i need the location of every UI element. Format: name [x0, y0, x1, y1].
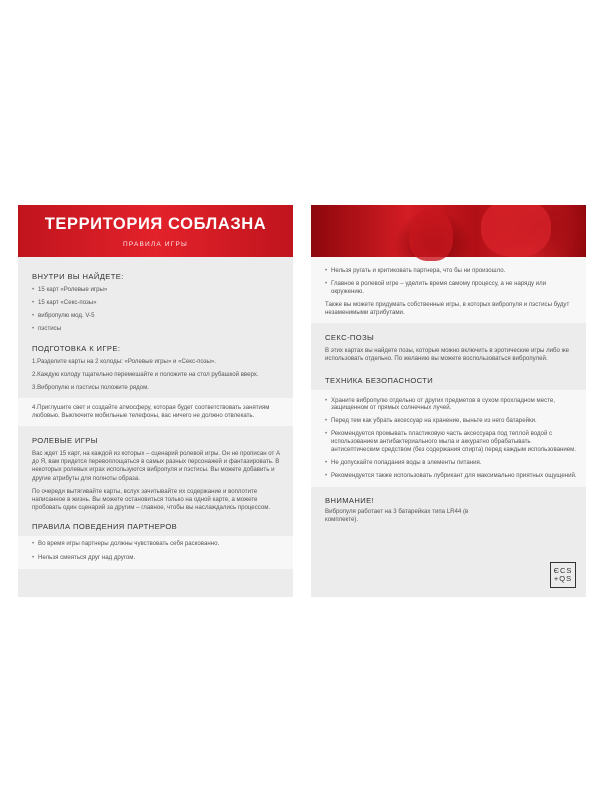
roleplay-section	[18, 436, 293, 512]
list-item: • Рекомендуется промывать пластиковую часть аксессуара под теплой водой с использованием антибактериального мыла и аккуратно обрабатывать антисептическим средством (без содержания спирта) перед каждым использованием.	[325, 430, 577, 453]
poses-heading: СЕКС-ПОЗЫ	[325, 333, 375, 343]
rules-note: Также вы можете придумать собственные игры, в которых вибропуля и пэстисы будут незаменимыми атрибутами.	[325, 300, 570, 316]
rules-section	[18, 522, 293, 531]
safety-list	[325, 397, 577, 480]
page-header	[18, 205, 293, 257]
list-item: • Перед тем как убрать аксессуар на хранение, выньте из него батарейки.	[325, 417, 577, 425]
rules-heading: ПРАВИЛА ПОВЕДЕНИЯ ПАРТНЕРОВ	[32, 522, 178, 532]
roleplay-paragraph-2: По очереди вытягивайте карты, вслух зачитывайте их содержание и воплотите написанное в жизнь. Вы можете остановиться только на одной карте, а можете пробовать один сценарий за другим – главное, чтобы вы наслаждались процессом.	[32, 487, 271, 512]
inside-section	[18, 272, 293, 333]
prep-step-4-band	[18, 398, 293, 426]
list-item: • Нельзя смеяться друг над другом.	[32, 554, 284, 562]
roleplay-heading: РОЛЕВЫЕ ИГРЫ	[32, 436, 98, 446]
couple-photo	[311, 205, 586, 257]
inside-list	[32, 286, 284, 333]
safety-heading: ТЕХНИКА БЕЗОПАСНОСТИ	[325, 375, 434, 385]
logo-bottom-text: +QS	[553, 574, 573, 583]
rules-list	[32, 540, 284, 561]
poses-text: В этих картах вы найдете позы, которые можно включить в эротические игры либо же использовать отдельно. По желанию вы можете воспользоваться вибропулей.	[325, 347, 570, 363]
list-item: • Храните вибропулю отдельно от других предметов в сухом прохладном месте, защищенном от прямых солнечных лучей.	[325, 397, 577, 412]
list-item: • пэстисы	[32, 325, 284, 333]
warning-heading: ВНИМАНИЕ!	[325, 495, 375, 505]
list-item: • Не допускайте попадания воды в элементы питания.	[325, 459, 577, 467]
poses-section	[311, 333, 586, 384]
list-item: • вибропулю мод. V-5	[32, 312, 284, 320]
list-item: • 15 карт «Ролевые игры»	[32, 286, 284, 294]
prep-step-4: 4.Приглушите свет и создайте атмосферу, которая будет соответствовать занятиям любовью. Выключите мобильные телефоны, вас ничего не должно отвлекать.	[32, 403, 270, 419]
safety-band	[311, 390, 586, 487]
list-item: • Нельзя ругать и критиковать партнера, что бы ни произошло.	[325, 267, 577, 275]
roleplay-paragraph-1: Вас ждет 15 карт, на каждой из которых – сценарий ролевой игры. Он не прописан от А до Я, вам придется перевоплощаться в самых разных персонажей и фантазировать. В некоторых ролевых играх используются вибропуля и пэстисы. Вы можете добавить и другие атрибуты для полноты образа.	[32, 450, 281, 482]
list-item: • 15 карт «Секс-позы»	[32, 299, 284, 307]
rules-cont-list	[325, 267, 577, 295]
list-item: • Главное в ролевой игре – уделить время самому процессу, а не наряду или окружению.	[325, 280, 577, 295]
prep-section	[18, 344, 293, 392]
warning-text: Вибропуля работает на 3 батарейках типа LR44 (в комплекте).	[325, 507, 469, 524]
prep-step: 1.Разделите карты на 2 колоды: «Ролевые игры» и «Секс-позы».	[32, 357, 216, 365]
photo-face-shape	[481, 205, 551, 257]
prep-step: 3.Вибропулю и пэстисы положите рядом.	[32, 384, 149, 392]
photo-face-shape	[409, 209, 453, 261]
prep-steps	[32, 358, 284, 392]
inside-heading: ВНУТРИ ВЫ НАЙДЕТЕ:	[32, 272, 124, 281]
rules-cont-band	[311, 257, 586, 323]
prep-step: 2.Каждую колоду тщательно перемешайте и положите на стол рубашкой вверх.	[32, 370, 259, 378]
list-item: • Рекомендуется также использовать лубрикант для максимально приятных ощущений.	[325, 472, 577, 480]
warning-section	[311, 496, 586, 524]
left-page	[18, 205, 293, 597]
list-item: • Во время игры партнеры должны чувствовать себя раскованно.	[32, 540, 284, 548]
prep-heading: ПОДГОТОВКА К ИГРЕ:	[32, 343, 121, 353]
rules-band	[18, 536, 293, 568]
page-title: ТЕРРИТОРИЯ СОБЛАЗНА	[44, 215, 267, 233]
ecstas-logo	[550, 562, 576, 588]
page-subtitle: ПРАВИЛА ИГРЫ	[122, 241, 188, 248]
right-page	[311, 205, 586, 597]
logo-top-text: ЄCS	[553, 566, 573, 575]
